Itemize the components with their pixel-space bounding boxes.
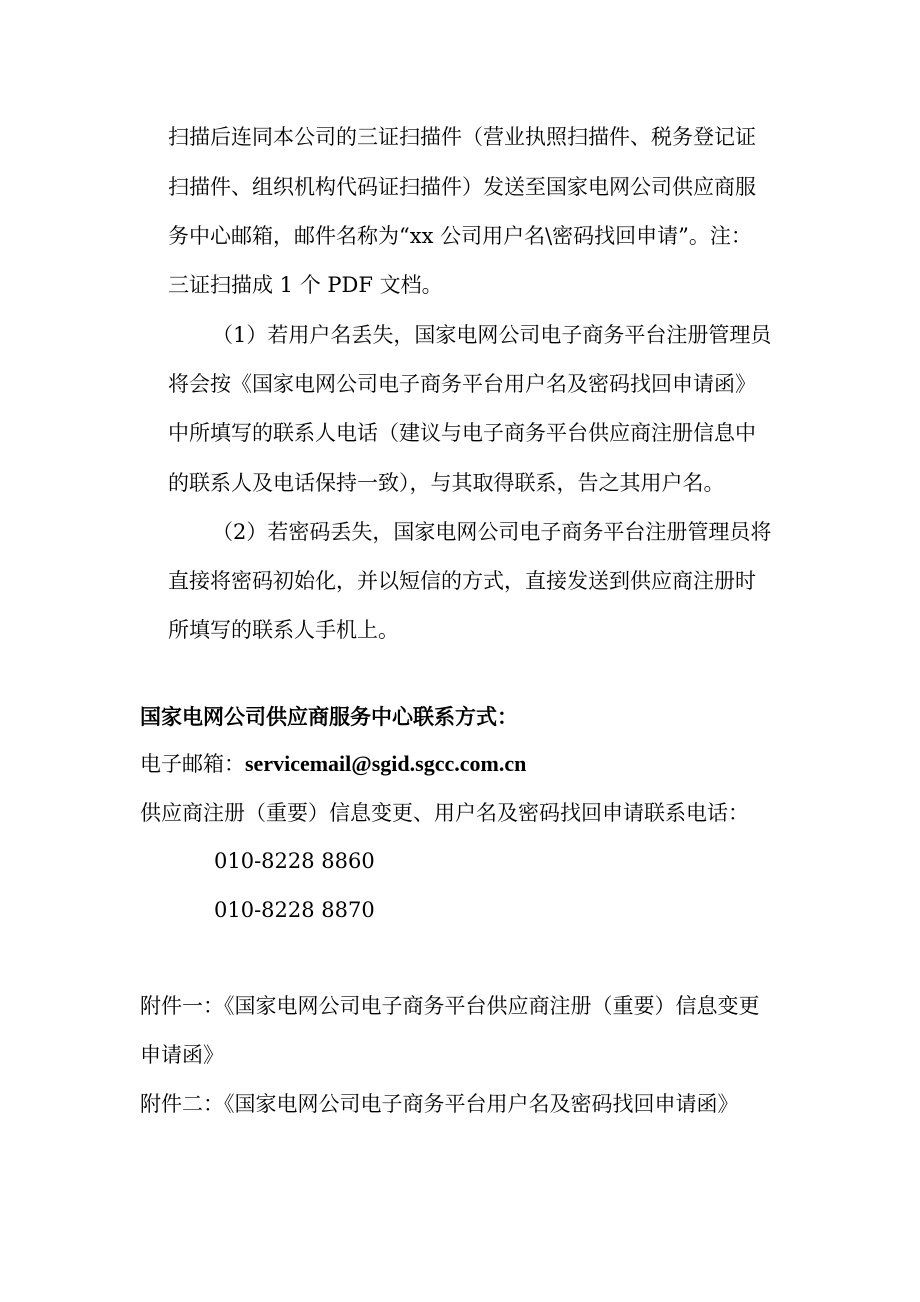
- text-line: 所填写的联系人手机上。: [168, 618, 399, 642]
- text-line: （1）若用户名丢失，国家电网公司电子商务平台注册管理员: [212, 323, 772, 347]
- text-line: 扫描件、组织机构代码证扫描件）发送至国家电网公司供应商服: [168, 175, 756, 199]
- text-line: 中所填写的联系人电话（建议与电子商务平台供应商注册信息中: [168, 421, 756, 445]
- phone-number: 010-8228 8860: [214, 849, 375, 873]
- text-line: 直接将密码初始化，并以短信的方式，直接发送到供应商注册时: [168, 569, 756, 593]
- text-line: 将会按《国家电网公司电子商务平台用户名及密码找回申请函》: [168, 372, 756, 396]
- text-line: （2）若密码丢失，国家电网公司电子商务平台注册管理员将: [212, 520, 772, 544]
- phone-number: 010-8228 8870: [214, 898, 375, 922]
- text-line: 务中心邮箱，邮件名称为“xx 公司用户名\密码找回申请”。注：: [168, 224, 752, 248]
- email-label: 电子邮箱：: [140, 752, 245, 776]
- attachment-one: 附件一：《国家电网公司电子商务平台供应商注册（重要）信息变更: [140, 994, 760, 1018]
- text-line: 扫描后连同本公司的三证扫描件（营业执照扫描件、税务登记证: [168, 125, 756, 149]
- attachment-two: 附件二：《国家电网公司电子商务平台用户名及密码找回申请函》: [140, 1092, 739, 1116]
- attachment-one-continued: 申请函》: [140, 1043, 224, 1067]
- text-line: 的联系人及电话保持一致），与其取得联系，告之其用户名。: [168, 471, 725, 495]
- text-line: 三证扫描成 1 个 PDF 文档。: [168, 273, 443, 297]
- phone-label: 供应商注册（重要）信息变更、用户名及密码找回申请联系电话：: [140, 801, 749, 825]
- contact-heading: 国家电网公司供应商服务中心联系方式：: [140, 704, 518, 729]
- email-address: servicemail@sgid.sgcc.com.cn: [245, 751, 527, 776]
- email-row: [140, 749, 526, 779]
